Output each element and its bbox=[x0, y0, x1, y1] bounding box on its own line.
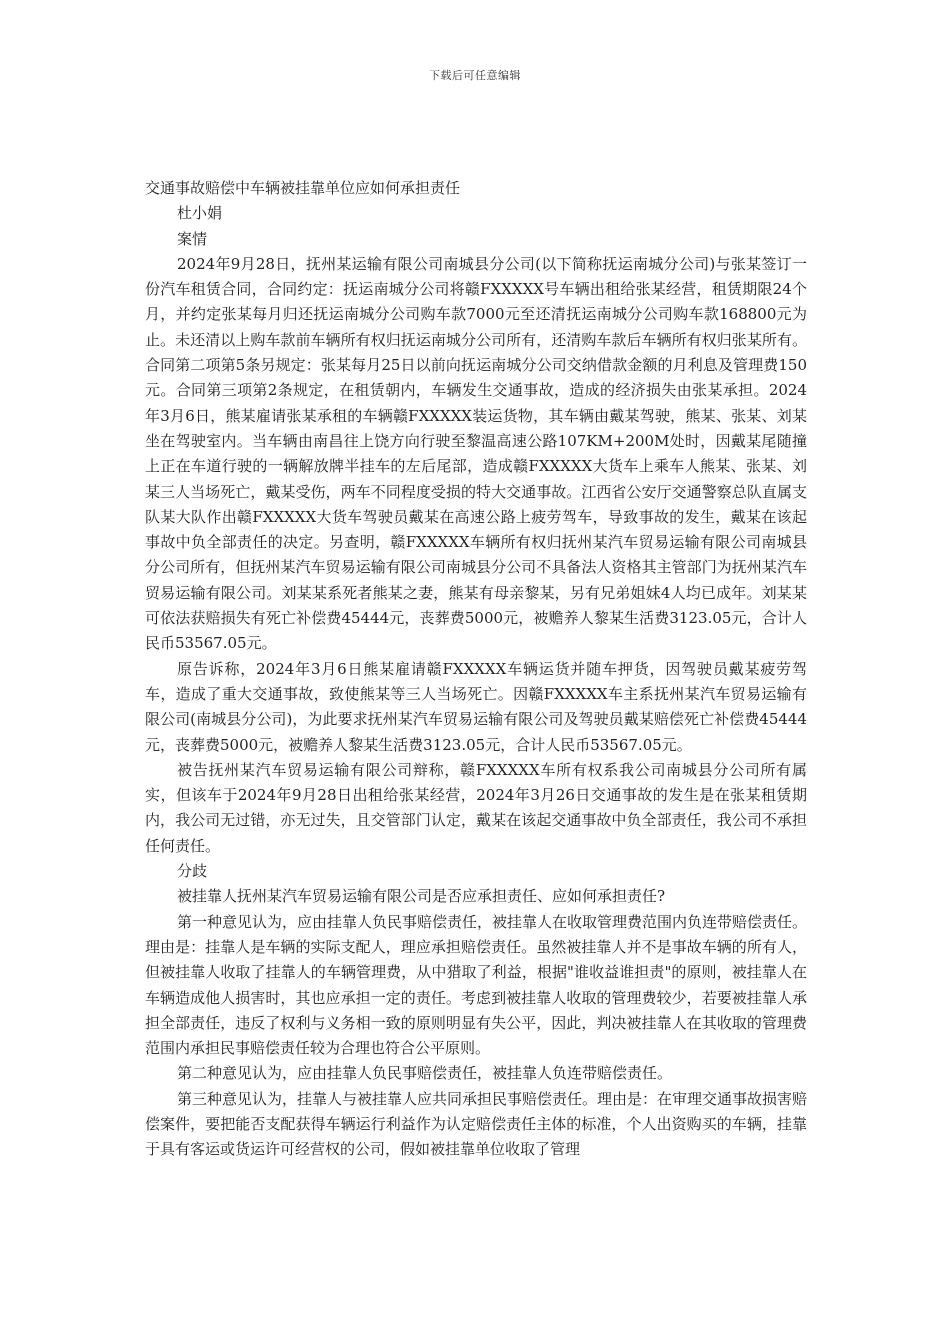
defendant-paragraph: 被告抚州某汽车贸易运输有限公司辩称，赣FXXXXX车所有权系我公司南城县分公司所有属实，但该车于2024年9月28日出租给张某经营，2024年3月26日交通事故的发生是在张某租赁期内，我公司无过错，亦无过失，且交管部门认定，戴某在该起交通事故中负全部责任，我公司不承担任何责任。 bbox=[145, 760, 807, 855]
case-paragraph: 2024年9月28日，抚州某运输有限公司南城县分公司(以下简称抚运南城分公司)与张某签订一份汽车租赁合同，合同约定：抚运南城分公司将赣FXXXXX号车辆出租给张某经营，租赁期限24个月，并约定张某每月归还抚运南城分公司购车款7000元至还清抚运南城分公司购车款168800元为止。未还清以上购车款前车辆所有权归抚运南城分公司所有，还清购车款后车辆所有权归张某所有。合同第二项第5条另规定：张某每月25日以前向抚运南城分公司交纳借款金额的月利息及管理费150元。合同第三项第2条规定，在租赁朝内，车辆发生交通事故，造成的经济损失由张某承担。2024年3月6日，熊某雇请张某承租的车辆赣FXXXXX装运货物，其车辆由戴某驾驶，熊某、张某、刘某坐在驾驶室内。当车辆由南昌往上饶方向行驶至黎温高速公路107KM+200M处时，因戴某尾随撞上正在车道行驶的一辆解放牌半挂车的左后尾部，造成赣FXXXXX大货车上乘车人熊某、张某、刘某三人当场死亡，戴某受伤，两车不同程度受损的特大交通事故。江西省公安厅交通警察总队直属支队某大队作出赣FXXXXX大货车驾驶员戴某在高速公路上疲劳驾车，导致事故的发生，戴某在该起事故中负全部责任的决定。另查明，赣FXXXXX车辆所有权归抚州某汽车贸易运输有限公司南城县分公司所有，但抚州某汽车贸易运输有限公司南城县分公司不具备法人资格其主管部门为抚州某汽车贸易运输有限公司。刘某某系死者熊某之妻，熊某有母亲黎某，另有兄弟姐妹4人均已成年。刘某某可依法获赔损失有死亡补偿费45444元，丧葬费5000元，被赡养人黎某生活费3123.05元，合计人民币53567.05元。 bbox=[145, 254, 807, 653]
article-title: 交通事故赔偿中车辆被挂靠单位应如何承担责任 bbox=[145, 179, 461, 197]
header-note: 下载后可任意编辑 bbox=[429, 69, 521, 82]
section-heading-dispute: 分歧 bbox=[177, 862, 208, 881]
document-body bbox=[145, 176, 807, 1163]
section-heading-case: 案情 bbox=[177, 229, 208, 248]
opinion-paragraph: 第二种意见认为，应由挂靠人负民事赔偿责任，被挂靠人负连带赔偿责任。 bbox=[177, 1064, 673, 1083]
plaintiff-paragraph: 原告诉称，2024年3月6日熊某雇请赣FXXXXX车辆运货并随车押货，因驾驶员戴某疲劳驾车，造成了重大交通事故，致使熊某等三人当场死亡。因赣FXXXXX车主系抚州某汽车贸易运输有限公司(南城县分公司)，为此要求抚州某汽车贸易运输有限公司及驾驶员戴某赔偿死亡补偿费45444元，丧葬费5000元，被赡养人黎某生活费3123.05元，合计人民币53567.05元。 bbox=[145, 659, 807, 754]
opinion-paragraph: 第一种意见认为，应由挂靠人负民事赔偿责任，被挂靠人在收取管理费范围内负连带赔偿责任。理由是：挂靠人是车辆的实际支配人，理应承担赔偿责任。虽然被挂靠人并不是事故车辆的所有人，但被挂靠人收取了挂靠人的车辆管理费，从中猎取了利益，根据"谁收益谁担责"的原则，被挂靠人在车辆造成他人损害时，其也应承担一定的责任。考虑到被挂靠人收取的管理费较少，若要被挂靠人承担全部责任，违反了权利与义务相一致的原则明显有失公平，因此，判决被挂靠人在其收取的管理费范围内承担民事赔偿责任较为合理也符合公平原则。 bbox=[145, 912, 808, 1058]
opinion-paragraph: 第三种意见认为，挂靠人与被挂靠人应共同承担民事赔偿责任。理由是：在审理交通事故损害赔偿案件，要把能否支配获得车辆运行利益作为认定赔偿责任主体的标准，个人出资购买的车辆，挂靠于具有客运或货运许可经营权的公司，假如被挂靠单位收取了管理 bbox=[145, 1089, 808, 1159]
article-author: 杜小娟 bbox=[177, 204, 223, 223]
dispute-question: 被挂靠人抚州某汽车贸易运输有限公司是否应承担责任、应如何承担责任? bbox=[177, 887, 666, 906]
